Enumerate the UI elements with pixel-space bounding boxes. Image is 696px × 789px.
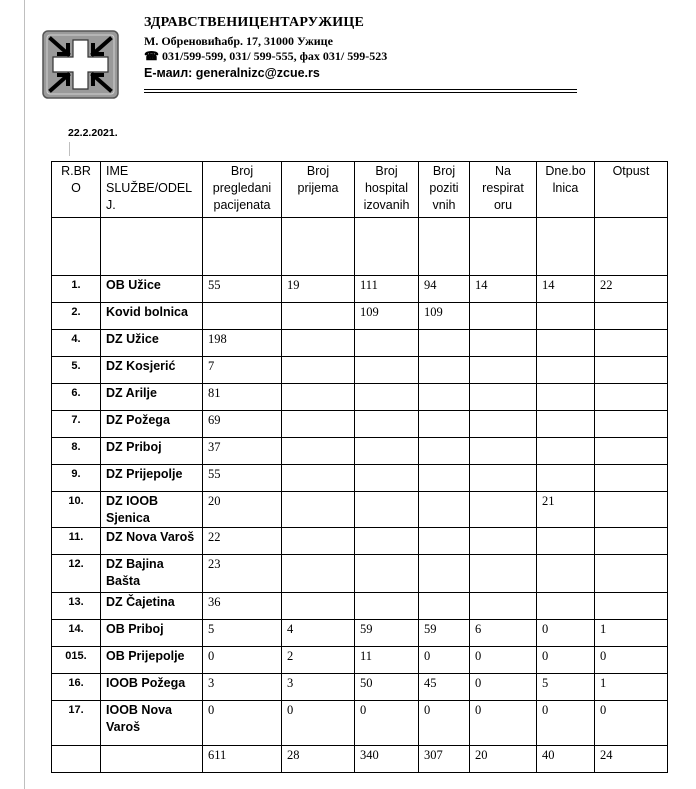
value-cell	[282, 438, 355, 465]
header-rule	[144, 89, 577, 90]
value-cell: 111	[355, 276, 419, 303]
value-cell: 3	[282, 674, 355, 701]
table-row	[52, 555, 668, 593]
row-number: 16.	[52, 674, 101, 701]
value-cell: 55	[203, 465, 282, 492]
table-row	[52, 674, 668, 701]
table-empty-row	[52, 218, 668, 276]
table-cell	[52, 218, 101, 276]
value-cell: 20	[203, 492, 282, 528]
unit-name: DZ Kosjerić	[101, 357, 203, 384]
column-header: R.BR O	[52, 162, 101, 218]
table-cell	[470, 218, 537, 276]
row-number: 12.	[52, 555, 101, 593]
value-cell: 0	[537, 620, 595, 647]
value-cell: 19	[282, 276, 355, 303]
total-cell: 340	[355, 746, 419, 773]
value-cell: 0	[470, 674, 537, 701]
table-row	[52, 411, 668, 438]
value-cell	[203, 303, 282, 330]
row-number: 8.	[52, 438, 101, 465]
value-cell	[595, 357, 668, 384]
value-cell	[537, 330, 595, 357]
value-cell: 1	[595, 674, 668, 701]
value-cell	[282, 593, 355, 620]
value-cell	[537, 528, 595, 555]
unit-name: OB Užice	[101, 276, 203, 303]
total-cell: 307	[419, 746, 470, 773]
value-cell	[355, 330, 419, 357]
value-cell: 69	[203, 411, 282, 438]
value-cell: 1	[595, 620, 668, 647]
column-header: Broj hospital izovanih	[355, 162, 419, 218]
institution-email: Е-маил: generalnizc@zcue.rs	[144, 66, 320, 80]
value-cell	[470, 330, 537, 357]
table-cell	[101, 746, 203, 773]
unit-name: IOOB Nova Varoš	[101, 701, 203, 746]
cursor-mark	[69, 142, 70, 156]
value-cell: 21	[537, 492, 595, 528]
value-cell	[470, 384, 537, 411]
value-cell	[355, 438, 419, 465]
value-cell: 23	[203, 555, 282, 593]
value-cell: 0	[282, 701, 355, 746]
value-cell	[419, 357, 470, 384]
table-totals-row	[52, 746, 668, 773]
row-number: 11.	[52, 528, 101, 555]
value-cell: 22	[595, 276, 668, 303]
value-cell: 36	[203, 593, 282, 620]
value-cell: 37	[203, 438, 282, 465]
header-rule-double	[144, 92, 577, 93]
value-cell: 59	[355, 620, 419, 647]
value-cell	[595, 438, 668, 465]
row-number: 13.	[52, 593, 101, 620]
row-number: 9.	[52, 465, 101, 492]
table-cell	[419, 218, 470, 276]
value-cell	[355, 384, 419, 411]
value-cell	[537, 465, 595, 492]
table-row	[52, 384, 668, 411]
total-cell: 20	[470, 746, 537, 773]
table-row	[52, 620, 668, 647]
table-row	[52, 492, 668, 528]
table-row	[52, 357, 668, 384]
table-cell	[355, 218, 419, 276]
row-number: 14.	[52, 620, 101, 647]
value-cell	[470, 438, 537, 465]
table-cell	[101, 218, 203, 276]
row-number: 2.	[52, 303, 101, 330]
value-cell	[537, 357, 595, 384]
value-cell	[537, 555, 595, 593]
value-cell	[282, 465, 355, 492]
value-cell: 3	[203, 674, 282, 701]
value-cell: 59	[419, 620, 470, 647]
value-cell	[419, 438, 470, 465]
unit-name: DZ Užice	[101, 330, 203, 357]
value-cell: 50	[355, 674, 419, 701]
value-cell	[282, 330, 355, 357]
value-cell	[537, 303, 595, 330]
value-cell: 0	[470, 701, 537, 746]
total-cell: 611	[203, 746, 282, 773]
value-cell: 0	[203, 647, 282, 674]
value-cell: 45	[419, 674, 470, 701]
unit-name: DZ Prijepolje	[101, 465, 203, 492]
value-cell	[355, 492, 419, 528]
value-cell	[419, 528, 470, 555]
value-cell: 0	[419, 701, 470, 746]
table-row	[52, 330, 668, 357]
value-cell	[470, 303, 537, 330]
institution-title: ЗДРАВСТВЕНИЦЕНТАРУЖИЦЕ	[144, 15, 364, 30]
value-cell	[537, 438, 595, 465]
row-number: 5.	[52, 357, 101, 384]
column-header: Broj prijema	[282, 162, 355, 218]
value-cell: 22	[203, 528, 282, 555]
table-cell	[282, 218, 355, 276]
value-cell	[537, 384, 595, 411]
value-cell: 55	[203, 276, 282, 303]
value-cell: 4	[282, 620, 355, 647]
value-cell: 0	[595, 701, 668, 746]
column-header: Broj poziti vnih	[419, 162, 470, 218]
column-header: Na respirat oru	[470, 162, 537, 218]
value-cell	[355, 528, 419, 555]
value-cell: 2	[282, 647, 355, 674]
value-cell	[282, 555, 355, 593]
row-number: 4.	[52, 330, 101, 357]
row-number: 7.	[52, 411, 101, 438]
institution-address: М. Обреновићабр. 17, 31000 Ужице	[144, 34, 333, 48]
value-cell: 0	[595, 647, 668, 674]
unit-name: Kovid bolnica	[101, 303, 203, 330]
value-cell: 109	[355, 303, 419, 330]
value-cell	[419, 492, 470, 528]
value-cell	[470, 593, 537, 620]
value-cell	[595, 593, 668, 620]
value-cell	[419, 555, 470, 593]
value-cell: 0	[419, 647, 470, 674]
value-cell	[419, 384, 470, 411]
value-cell	[282, 303, 355, 330]
table-row	[52, 647, 668, 674]
value-cell: 0	[203, 701, 282, 746]
row-number: 1.	[52, 276, 101, 303]
column-header: Broj pregledani pacijenata	[203, 162, 282, 218]
value-cell	[470, 411, 537, 438]
value-cell	[419, 593, 470, 620]
table-cell	[537, 218, 595, 276]
value-cell	[470, 465, 537, 492]
value-cell: 14	[470, 276, 537, 303]
value-cell	[419, 465, 470, 492]
unit-name: DZ Nova Varoš	[101, 528, 203, 555]
value-cell	[595, 330, 668, 357]
value-cell: 7	[203, 357, 282, 384]
row-number: 17.	[52, 701, 101, 746]
table-row	[52, 465, 668, 492]
value-cell: 11	[355, 647, 419, 674]
statistics-table	[51, 161, 668, 773]
row-number: 015.	[52, 647, 101, 674]
unit-name: DZ Priboj	[101, 438, 203, 465]
table-row	[52, 701, 668, 746]
unit-name: IOOB Požega	[101, 674, 203, 701]
value-cell	[355, 465, 419, 492]
value-cell	[282, 411, 355, 438]
value-cell	[595, 303, 668, 330]
table-row	[52, 276, 668, 303]
table-row	[52, 303, 668, 330]
column-header: IME SLUŽBE/ODEL J.	[101, 162, 203, 218]
institution-phone: ☎ 031/599-599, 031/ 599-555, фах 031/ 599-523	[144, 49, 388, 63]
value-cell: 109	[419, 303, 470, 330]
value-cell	[355, 555, 419, 593]
row-number: 10.	[52, 492, 101, 528]
value-cell: 94	[419, 276, 470, 303]
value-cell	[595, 528, 668, 555]
value-cell	[470, 492, 537, 528]
value-cell: 81	[203, 384, 282, 411]
value-cell	[595, 411, 668, 438]
unit-name: DZ Bajina Bašta	[101, 555, 203, 593]
table-row	[52, 438, 668, 465]
table-header-row	[52, 162, 668, 218]
value-cell: 6	[470, 620, 537, 647]
unit-name: DZ IOOB Sjenica	[101, 492, 203, 528]
value-cell	[595, 555, 668, 593]
column-header: Otpust	[595, 162, 668, 218]
unit-name: OB Priboj	[101, 620, 203, 647]
table-cell	[52, 746, 101, 773]
value-cell	[355, 357, 419, 384]
unit-name: DZ Čajetina	[101, 593, 203, 620]
total-cell: 28	[282, 746, 355, 773]
value-cell	[470, 528, 537, 555]
value-cell	[595, 465, 668, 492]
value-cell	[355, 411, 419, 438]
value-cell: 198	[203, 330, 282, 357]
value-cell	[282, 492, 355, 528]
row-number: 6.	[52, 384, 101, 411]
value-cell	[282, 384, 355, 411]
value-cell: 0	[537, 647, 595, 674]
value-cell: 14	[537, 276, 595, 303]
unit-name: DZ Arilje	[101, 384, 203, 411]
column-header: Dne.bo lnica	[537, 162, 595, 218]
page-margin-line	[24, 0, 25, 789]
value-cell	[282, 357, 355, 384]
health-cross-logo-icon	[42, 30, 119, 99]
value-cell	[470, 357, 537, 384]
total-cell: 40	[537, 746, 595, 773]
value-cell	[537, 593, 595, 620]
value-cell	[595, 492, 668, 528]
value-cell: 5	[203, 620, 282, 647]
value-cell	[419, 330, 470, 357]
value-cell	[419, 411, 470, 438]
unit-name: DZ Požega	[101, 411, 203, 438]
report-date: 22.2.2021.	[68, 127, 118, 139]
table-cell	[595, 218, 668, 276]
value-cell	[282, 528, 355, 555]
table-row	[52, 528, 668, 555]
table-cell	[203, 218, 282, 276]
value-cell	[470, 555, 537, 593]
value-cell	[537, 411, 595, 438]
value-cell: 5	[537, 674, 595, 701]
value-cell	[595, 384, 668, 411]
value-cell: 0	[470, 647, 537, 674]
value-cell	[355, 593, 419, 620]
value-cell: 0	[537, 701, 595, 746]
total-cell: 24	[595, 746, 668, 773]
unit-name: OB Prijepolje	[101, 647, 203, 674]
table-row	[52, 593, 668, 620]
value-cell: 0	[355, 701, 419, 746]
